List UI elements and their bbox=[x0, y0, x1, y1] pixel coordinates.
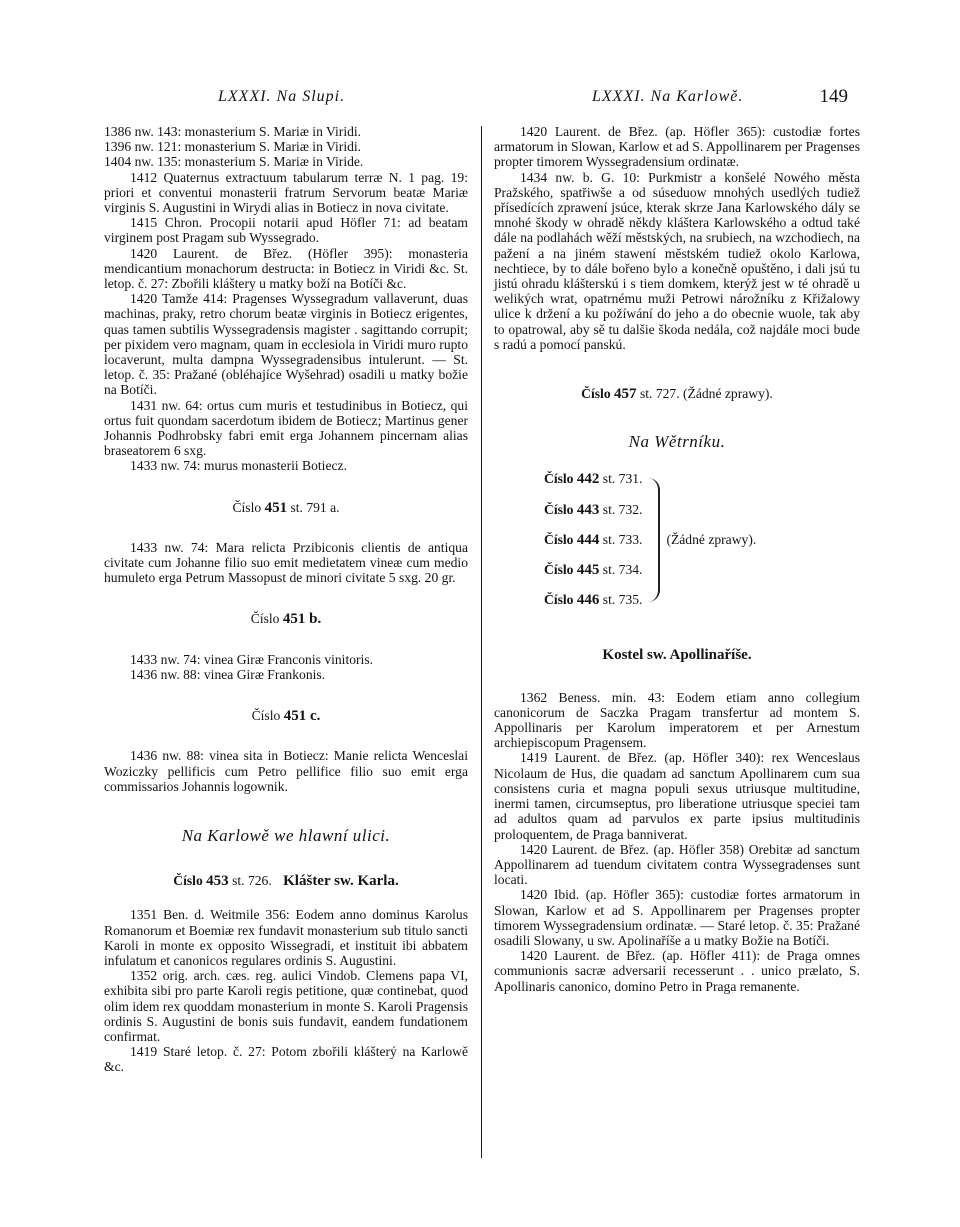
running-header-right: LXXXI. Na Karlowě. bbox=[592, 88, 744, 105]
entry: 1434 nw. b. G. 10: Purkmistr a konšelé Nowého města Pražského, spatřiwše a od súseduow mnohých usedlých tudiež přísedících zprawení jsúce, kterak skrze Jana Karlowského dály se mnohé škody w ohradě někdy kláštera Karlowského a odtud také dále na podlahách wěží městských, na srubiech, na wzchodiech, na pažení a na jiném stawení městském tudiež okolo Karlowa, nechtiece, by to dále bořeno bylo a konečně opuštěno, i dali jsú tu jistú ohradu klášterskú i s tiem domkem, kterýž jest w té ohradě u welikých wrat, opatrnému muži Petrowi nárožníku z Křižalowy ulice k držení a ku požíwání do jeho a do obecnie wuole, tak aby to opatrowal, aby sě tu dalšie škoda nedála, což najdále moci bude s radú a pomocí panskú. bbox=[494, 169, 860, 352]
cisla-group bbox=[544, 471, 860, 608]
cislo-number: 457 bbox=[614, 386, 637, 403]
column-divider bbox=[481, 126, 482, 1158]
heading-cislo-457 bbox=[494, 386, 860, 402]
cislo-number: 451 bbox=[264, 499, 288, 516]
cislo-number: 451 c. bbox=[283, 708, 321, 725]
cislo-item: Číslo 444 st. 733. bbox=[544, 531, 643, 548]
entry: 1436 nw. 88: vinea Giræ Frankonis. bbox=[130, 666, 326, 682]
cislo-label: Číslo bbox=[232, 499, 262, 515]
entry: 1396 nw. 121: monasterium S. Mariæ in Viridi. bbox=[104, 139, 362, 155]
cislo-item: Číslo 446 st. 735. bbox=[544, 592, 643, 609]
entry: 1386 nw. 143: monasterium S. Mariæ in Viridi. bbox=[104, 124, 362, 139]
cislo-item: Číslo 442 st. 731. bbox=[544, 471, 643, 488]
entry: 1419 Laurent. de Břez. (ap. Höfler 340): rex Wenceslaus Nicolaum de Hus, die quadam ad sanctum Apollinarem cum sua consistens curia et magna populi sexus utriusque multitudine, inermi tamen, circumseptus, pro liberatione utriusque speciei tam ad adultos quam ad parvulos ex parte ipsius multitudinis proloquentem, de Praga banniverat. bbox=[494, 750, 860, 842]
cislo-number: 451 b. bbox=[282, 611, 322, 628]
entry: 1420 Laurent. de Břez. (ap. Höfler 365): custodiæ fortes armatorum in Slowan, Karlow et ad S. Appollinarem per Pragenses propter timorem Wyssegradensium ordinatæ. bbox=[494, 124, 860, 170]
left-entries-top bbox=[104, 124, 468, 474]
entry: 1433 nw. 74: vinea Giræ Franconis vinitoris. bbox=[130, 651, 374, 667]
cisla-list bbox=[544, 471, 642, 608]
entry: 1420 Laurent. de Břez. (ap. Höfler 411): de Praga omnes communionis sacræ adversarii recesserunt . . unico prælato, S. Apollinaris canonico, domino Petro in Praga remanente. bbox=[494, 948, 860, 994]
cislo-rest: st. 727. (Žádné zprawy). bbox=[639, 386, 773, 402]
cisla-note: (Žádné zprawy). bbox=[666, 532, 757, 548]
section-title-wetrniku: Na Wětrníku. bbox=[628, 432, 726, 452]
entry: 1436 nw. 88: vinea sita in Botiecz: Manie relicta Wenceslai Woziczky pellificis cum Petro pellifice filio suo emit erga commissarios Johannis logownik. bbox=[104, 748, 468, 794]
cislo-rest: st. 791 a. bbox=[290, 499, 340, 515]
entry: 1420 Laurent. de Břez. (ap. Höfler 358) Orebitæ ad sanctum Appollinarem ad tuendum civitatem contra Wyssegradenses sunt locati. bbox=[494, 841, 860, 888]
running-header-left: LXXXI. Na Slupi. bbox=[218, 88, 346, 105]
cislo-number: 453 bbox=[206, 873, 229, 890]
entry: 1351 Ben. d. Weitmile 356: Eodem anno dominus Karolus Romanorum et Boemiæ rex fundavit monasterium sub titulo sancti Karoli in monte ex opposito Wissegradi, et instituit ibi abbatem infulatum et canonicos regulares ordinis S. Augustini. bbox=[104, 907, 468, 968]
heading-cislo-451b bbox=[104, 611, 468, 627]
cislo-label: Číslo bbox=[581, 386, 611, 402]
page-number: 149 bbox=[819, 86, 848, 107]
klaster-name: Klášter sw. Karla. bbox=[283, 873, 399, 890]
cislo-label: Číslo bbox=[251, 708, 281, 724]
section-title-karlowe: Na Karlowě we hlawní ulici. bbox=[181, 825, 391, 845]
entry: 1415 Chron. Procopii notarii apud Höfler 71: ad beatam virginem post Pragam sub Wyssegrado. bbox=[104, 215, 468, 246]
cislo-item: Číslo 443 st. 732. bbox=[544, 501, 643, 518]
entry: 1431 nw. 64: ortus cum muris et testudinibus in Botiecz, qui ortus fuit quondam sacerdotum ibidem de Botiecz; Martinus gener Johannis Podhrobsky fabri emit erga Johannem pincernam alias braseatorem 6 sxg. bbox=[104, 397, 468, 459]
entry: 1419 Staré letop. č. 27: Potom zbořili klášterý na Karlowě &c. bbox=[104, 1044, 468, 1075]
cislo-item: Číslo 445 st. 734. bbox=[544, 562, 643, 579]
cislo-rest: st. 726. bbox=[232, 873, 272, 889]
entry: 1433 nw. 74: Mara relicta Przibiconis clientis de antiqua civitate cum Johanne filio suo emit medietatem vineæ cum medio humuleto erga Petrum Massopust de minori civitate 5 sxg. 20 gr. bbox=[104, 539, 468, 586]
entry: 1420 Tamže 414: Pragenses Wyssegradum vallaverunt, duas machinas, praky, retro chorum beatæ virginis in Botiecz erigentes, quas tamen subtilis Wyssegradensis magister . sagittando corrupit; per pixidem vero magnam, quam in ecclesiola in Viridi muro rupto locaverunt, multa dampna Wyssegradensibus intulerunt. — St. letop. č. 35: Pražané (obléhajíce Wyšehrad) osadili u matky božie na Botíči. bbox=[104, 291, 468, 398]
entry: 1420 Ibid. (ap. Höfler 365): custodiæ fortes armatorum in Slowan, Karlow et ad S. Appollinarem per Pragenses propter timorem Wyssegradensium ordinatæ. — Staré letop. č. 35: Pražané osadili Slowany, u sw. Apolinaříše a u matky Božie na Botíči. bbox=[494, 887, 860, 948]
left-column bbox=[104, 124, 468, 1075]
entry: 1420 Laurent. de Břez. (Höfler 395): monasteria mendicantium monachorum destructa: in Botiecz in Viridi &c. St. letop. č. 27: Zbořili kláštery u matky boží na Botíči &c. bbox=[104, 245, 468, 292]
right-column bbox=[494, 124, 860, 994]
heading-cislo-453 bbox=[104, 873, 468, 889]
cislo-label: Číslo bbox=[250, 611, 280, 627]
cislo-label: Číslo bbox=[173, 873, 203, 889]
heading-cislo-451 bbox=[104, 500, 468, 516]
heading-cislo-451c bbox=[104, 708, 468, 724]
entry: 1362 Beness. min. 43: Eodem etiam anno collegium canonicorum de Saczka Pragam transfertur ad montem S. Appollinaris per Karolum imperatorem et per Arnestum archiepiscopum Pragensem. bbox=[494, 689, 860, 751]
brace bbox=[648, 478, 660, 602]
entry: 1352 orig. arch. cæs. reg. aulici Vindob. Clemens papa VI, exhibita sibi pro parte Karoli regis petitione, quæ continebat, quod olim idem rex quoddam monasterium in monte S. Karoli Pragensis ordinis S. Augustini de bonis suis fundavit, eandem fundationem confirmat. bbox=[104, 968, 468, 1044]
entry: 1433 nw. 74: murus monasterii Botiecz. bbox=[130, 458, 347, 474]
kostel-title: Kostel sw. Apollinaříše. bbox=[602, 647, 752, 664]
entry: 1412 Quaternus extractuum tabularum terræ N. 1 pag. 19: priori et conventui monasterii fratrum Servorum beatæ Mariæ virginis S. Augustini in Wirydi alias in Botiecz in nova civitate. bbox=[104, 169, 468, 216]
entry: 1404 nw. 135: monasterium S. Mariæ in Viride. bbox=[104, 154, 364, 170]
